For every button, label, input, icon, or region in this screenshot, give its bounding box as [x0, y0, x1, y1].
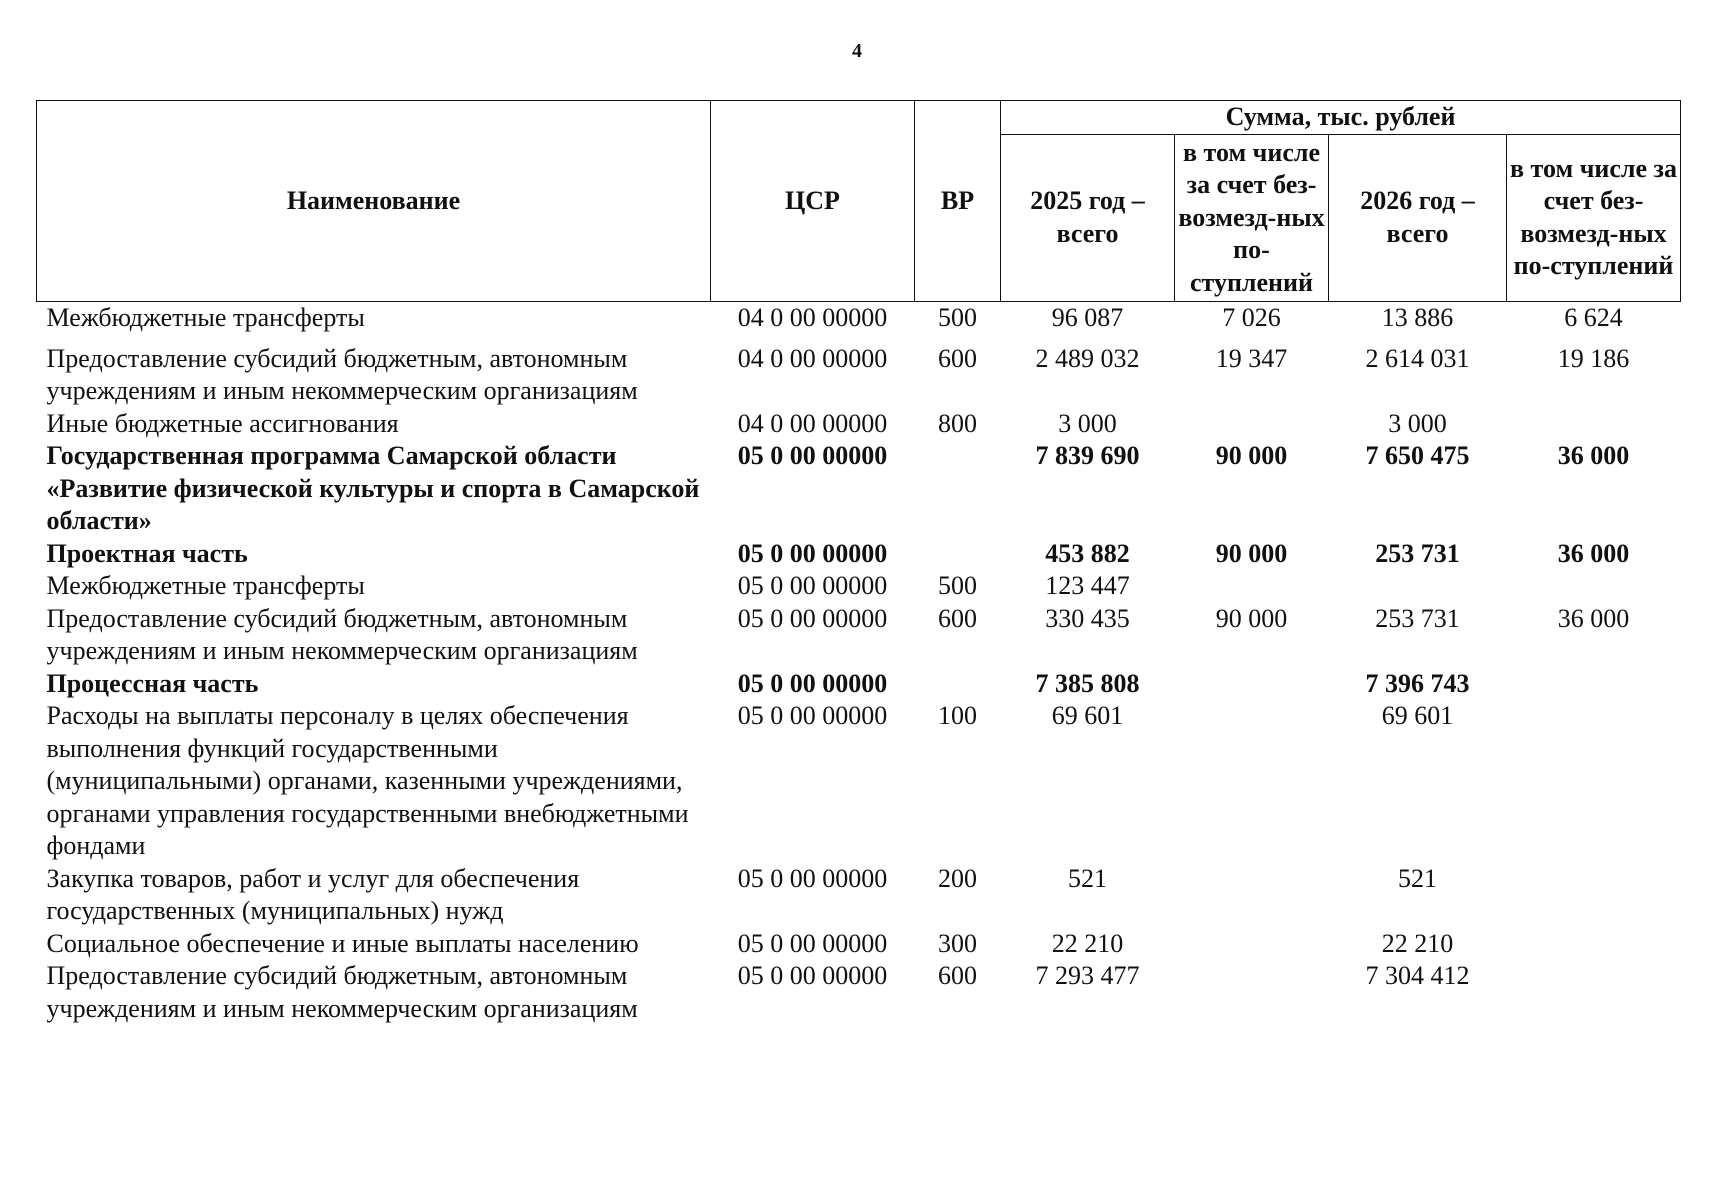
cell-2025-total: 453 882	[1045, 538, 1130, 568]
cell-2025-total: 3 000	[1058, 408, 1117, 438]
cell-2026-grants: 36 000	[1557, 603, 1630, 633]
cell-2026-total: 3 000	[1388, 408, 1447, 438]
cell-2025-grants	[1175, 570, 1329, 603]
cell-2025-grants: 90 000	[1215, 603, 1288, 633]
cell-2026-grants	[1507, 928, 1681, 961]
cell-2025-total: 69 601	[1051, 701, 1124, 730]
cell-vr: 100	[938, 701, 977, 730]
cell-csr: 05 0 00 00000	[737, 441, 888, 470]
table-row	[37, 302, 1681, 335]
cell-csr: 05 0 00 00000	[737, 928, 888, 958]
cell-csr: 05 0 00 00000	[737, 603, 888, 633]
cell-2026-grants	[1507, 700, 1681, 863]
cell-csr: 05 0 00 00000	[737, 538, 888, 568]
header-2025-grants: в том числе за счет без-возмезд-ных по-ступлений	[1175, 134, 1329, 302]
table-body	[37, 302, 1681, 1026]
cell-2025-grants	[1175, 960, 1329, 1025]
header-2025-total: 2025 год – всего	[1001, 134, 1175, 302]
cell-2025-total: 7 839 690	[1035, 441, 1140, 470]
cell-csr: 05 0 00 00000	[737, 701, 888, 730]
cell-2026-grants: 6 624	[1564, 303, 1623, 332]
cell-name: Проектная часть	[46, 538, 248, 568]
cell-2025-grants	[1175, 863, 1329, 928]
cell-2025-total: 330 435	[1045, 603, 1130, 633]
cell-name: Социальное обеспечение и иные выплаты населению	[46, 928, 639, 958]
cell-vr	[915, 440, 1001, 538]
cell-2026-grants	[1507, 408, 1681, 441]
table-row-section	[37, 668, 1681, 701]
header-2026-grants: в том числе за счет без-возмезд-ных по-ступлений	[1507, 134, 1681, 302]
cell-2026-total: 253 731	[1375, 603, 1460, 633]
cell-vr: 500	[938, 303, 977, 332]
table-row-section	[37, 538, 1681, 571]
cell-2025-grants: 19 347	[1215, 343, 1288, 373]
cell-2026-total: 69 601	[1381, 701, 1454, 730]
cell-2025-grants	[1175, 408, 1329, 441]
cell-2025-total: 22 210	[1051, 928, 1124, 958]
table-row	[37, 928, 1681, 961]
cell-2026-grants: 36 000	[1557, 538, 1630, 568]
cell-vr: 800	[938, 408, 977, 438]
cell-2026-total: 7 304 412	[1365, 961, 1470, 990]
cell-2025-grants: 7 026	[1222, 303, 1281, 332]
cell-2026-grants	[1507, 570, 1681, 603]
cell-name: Расходы на выплаты персоналу в целях обеспечения выполнения функций государственными (муниципальными) органами, казенными учреждениями, органами управления государственными внебюджетными фондами	[46, 701, 689, 860]
table-header	[37, 101, 1681, 302]
cell-name: Процессная часть	[46, 668, 259, 698]
cell-2026-total: 521	[1398, 863, 1437, 893]
cell-2025-total: 7 293 477	[1035, 961, 1140, 990]
table-row	[37, 960, 1681, 1025]
page-number: 4	[852, 40, 862, 62]
cell-2026-total: 253 731	[1375, 538, 1460, 568]
header-csr: ЦСР	[711, 101, 915, 302]
cell-name: Предоставление субсидий бюджетным, автономным учреждениям и иным некоммерческим организациям	[46, 343, 638, 405]
cell-csr: 04 0 00 00000	[737, 303, 888, 332]
cell-2025-grants	[1175, 928, 1329, 961]
header-2026-total: 2026 год – всего	[1329, 134, 1507, 302]
cell-2025-grants: 90 000	[1215, 538, 1288, 568]
header-name: Наименование	[37, 101, 711, 302]
cell-name: Предоставление субсидий бюджетным, автономным учреждениям и иным некоммерческим организациям	[46, 603, 638, 665]
cell-2025-total: 521	[1068, 863, 1107, 893]
table-row-program	[37, 440, 1681, 538]
cell-2026-grants	[1507, 668, 1681, 701]
cell-name: Иные бюджетные ассигнования	[46, 408, 399, 438]
cell-vr	[915, 538, 1001, 571]
cell-vr: 500	[938, 571, 977, 600]
cell-csr: 04 0 00 00000	[737, 408, 888, 438]
cell-2025-grants	[1175, 700, 1329, 863]
cell-2025-total: 96 087	[1051, 303, 1124, 332]
cell-vr: 600	[938, 961, 977, 990]
cell-csr: 05 0 00 00000	[737, 961, 888, 990]
table-row	[37, 603, 1681, 668]
cell-name: Закупка товаров, работ и услуг для обеспечения государственных (муниципальных) нужд	[46, 863, 580, 925]
header-sum-title: Сумма, тыс. рублей	[1001, 101, 1681, 135]
cell-2025-grants: 90 000	[1215, 441, 1288, 470]
table-row	[37, 408, 1681, 441]
cell-name: Межбюджетные трансферты	[46, 571, 365, 600]
cell-2026-grants: 19 186	[1557, 343, 1630, 373]
cell-2026-total: 13 886	[1381, 303, 1454, 332]
cell-name: Предоставление субсидий бюджетным, автономным учреждениям и иным некоммерческим организациям	[46, 961, 638, 1023]
cell-name: Межбюджетные трансферты	[46, 303, 365, 332]
table-row	[37, 700, 1681, 863]
cell-2026-total: 22 210	[1381, 928, 1454, 958]
cell-csr: 05 0 00 00000	[737, 571, 888, 600]
cell-2026-total: 7 396 743	[1365, 668, 1470, 698]
cell-2025-total: 7 385 808	[1035, 668, 1140, 698]
cell-2026-total: 2 614 031	[1365, 343, 1470, 373]
cell-2026-total	[1329, 570, 1507, 603]
cell-csr: 04 0 00 00000	[737, 343, 888, 373]
cell-vr	[915, 668, 1001, 701]
table-row	[37, 335, 1681, 408]
cell-csr: 05 0 00 00000	[737, 863, 888, 893]
cell-vr: 200	[938, 863, 977, 893]
cell-2026-grants	[1507, 863, 1681, 928]
cell-2025-total: 2 489 032	[1035, 343, 1140, 373]
cell-csr: 05 0 00 00000	[737, 668, 888, 698]
cell-vr: 600	[938, 343, 977, 373]
table-row	[37, 570, 1681, 603]
cell-2025-total: 123 447	[1045, 571, 1130, 600]
cell-vr: 300	[938, 928, 977, 958]
cell-2026-total: 7 650 475	[1365, 441, 1470, 470]
table-row	[37, 863, 1681, 928]
cell-2026-grants: 36 000	[1557, 441, 1630, 470]
cell-name: Государственная программа Самарской области «Развитие физической культуры и спорта в Самарской области»	[46, 441, 700, 535]
cell-2025-grants	[1175, 668, 1329, 701]
header-vr: ВР	[915, 101, 1001, 302]
cell-vr: 600	[938, 603, 977, 633]
budget-table	[36, 100, 1681, 1025]
cell-2026-grants	[1507, 960, 1681, 1025]
